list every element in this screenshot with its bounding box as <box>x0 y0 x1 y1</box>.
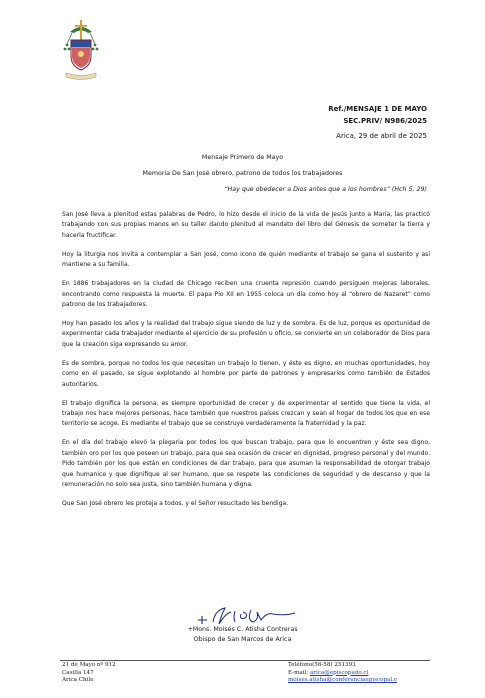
email-label: E-mail: <box>288 669 310 676</box>
paragraph: Es de sombra, porque no todos los que necesitan un trabajo lo tienen, y éste es digno, en muchas oportunidades, hoy como en el pasado, se sigue explotando al hombre por parte de patrones y empresarios como también de Estados autoritarios. <box>62 359 430 388</box>
coat-of-arms-icon <box>58 18 104 84</box>
address-line: 21 de Mayo nº 912 <box>62 662 116 668</box>
paragraph: Hoy la liturgia nos invita a contemplar a San José, como icono de quién mediante el trabajo se gana el sustento y así mantiene a su familia. <box>62 250 430 269</box>
footer-contact <box>288 662 397 685</box>
reference-block <box>328 103 427 127</box>
footer-divider <box>60 660 430 661</box>
address-line: Casilla 147 <box>62 669 94 676</box>
signer-name: +Mons. Moisés C. Atisha Contreras <box>187 626 298 633</box>
letter-title: Mensaje Primero de Mayo <box>201 154 284 161</box>
signer-title: Obispo de San Marcos de Arica <box>193 636 292 643</box>
email-link[interactable]: arica@episcopado.cl <box>309 669 369 676</box>
paragraph: Que San José obrero les proteja a todos, y el Señor resucitado les bendiga. <box>62 500 289 508</box>
signer-block <box>0 625 485 645</box>
scripture-quote: “Hay que obedecer a Dios antes que a los hombres” (Hch 5, 29) <box>224 186 427 193</box>
letter-body <box>62 210 430 518</box>
paragraph: Hoy han pasado los años y la realidad del trabajo sigue siendo de luz y de sombra. Es de luz, porque es oportunidad de experimentar cada trabajador mediante el ejercicio de su profesión u oficio, se convierte en un colaborador de Dios para que la creación siga expresando su amor. <box>62 320 430 348</box>
address-line: Arica Chile <box>62 677 94 684</box>
email-link[interactable]: moises.atisha@conferenciaepiscopal.c <box>288 677 398 684</box>
phone-number: Teléfono(56-58) 251393 <box>288 662 356 668</box>
paragraph: En 1886 trabajadores en la ciudad de Chicago reciben una cruenta represión cuando persiguen mejoras laborales, encontrando como respuesta la muerte. El papa Pío XII en 1955 coloca un día como hoy al “obrero de Nazaret” como patrono de los trabajadores. <box>62 280 430 309</box>
letter-subtitle: Memoria De San José obrero, patrono de todos los trabajadores <box>142 170 343 177</box>
reference-line: Ref./MENSAJE 1 DE MAYO <box>328 105 427 113</box>
reference-number: SEC.PRIV/ N986/2025 <box>343 117 427 125</box>
paragraph: El trabajo dignifica la persona, es siempre oportunidad de crecer y de experimentar el sentido que tiene la vida, el trabajo nos hace mejores personas, hace también que nuestros países crezcan y sean el hogar de todos los que en ese territorio se acoge. Es mediante el trabajo que se construye verdaderamente la fraternidad y la paz. <box>62 399 430 428</box>
letter-date: Arica, 29 de abril de 2025 <box>336 132 427 140</box>
paragraph: San José lleva a plenitud estas palabras de Pedro, lo hizo desde el inicio de la vida de Jesús junto a María, las practicó trabajando con sus propias manos en su taller dando plenitud al mandato del libro del Génesis de someter la tierra y hacerla fructificar. <box>62 211 430 239</box>
paragraph: En el día del trabajo elevó la plegaria por todos los que buscan trabajo, para que lo encuentren y éste sea digno, también oro por los que poseen un trabajo, para que sea ocasión de crecer en dignidad, progreso personal y del mundo. Pido también por los que están en condiciones de dar trabajo, para que asuman la responsabilidad de otorgar trabajo que humanice y que dignifique al ser humano, que se respete las condiciones de seguridad y de descanso y que la remuneración no solo sea justa, sino también humana y digna. <box>62 439 430 489</box>
footer-address <box>62 662 116 685</box>
